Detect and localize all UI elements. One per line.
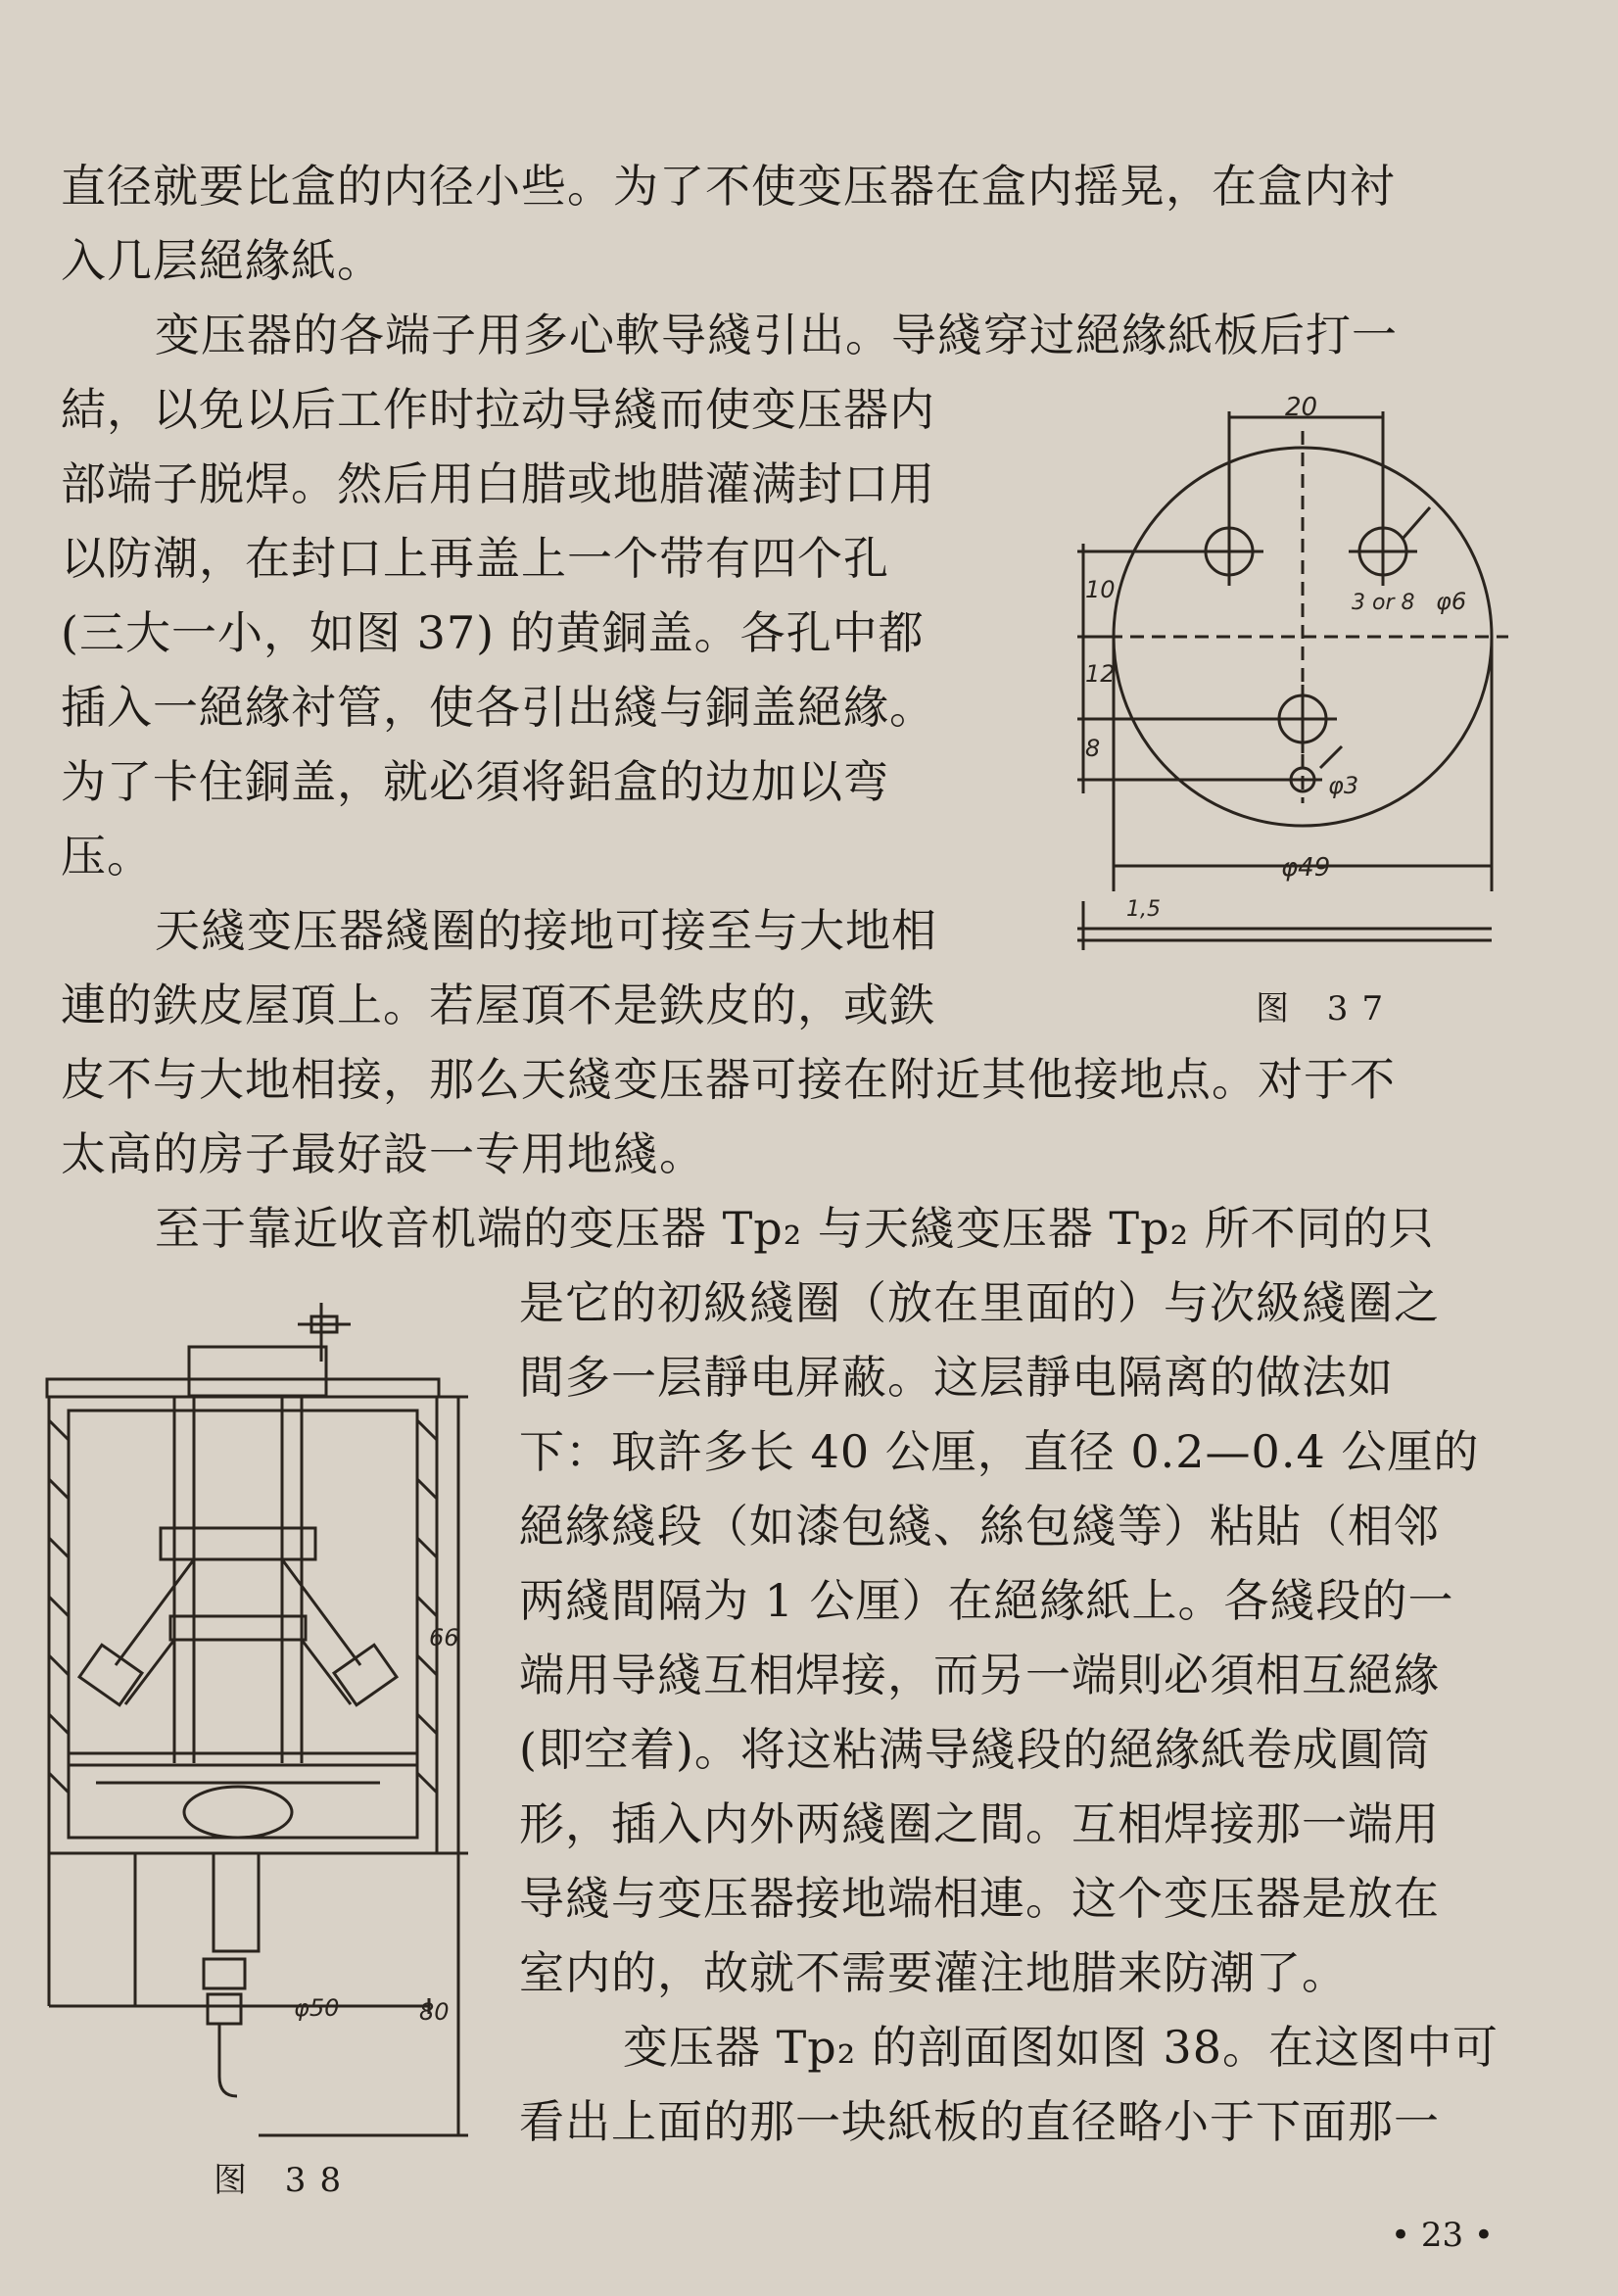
paragraph-4-line-4: 下：取許多长 40 公厘，直径 0.2—0.4 公厘的: [519, 1425, 1480, 1478]
fig37-dim-holes-big: 3 or 8: [1352, 591, 1415, 615]
paragraph-2-line-8: 压。: [61, 830, 153, 883]
paragraph-1-line-2: 入几层絕緣紙。: [61, 234, 383, 287]
paragraph-4-line-2: 是它的初級綫圈（放在里面的）与次級綫圈之: [519, 1276, 1440, 1329]
fig37-dim-hole-dia: φ6: [1436, 588, 1467, 615]
paragraph-3-line-3: 皮不与大地相接，那么天綫变压器可接在附近其他接地点。对于不: [61, 1053, 1396, 1106]
figure-37-drawing: [1058, 392, 1508, 960]
paragraph-2-line-7: 为了卡住銅盖，就必須将鋁盒的边加以弯: [61, 755, 889, 808]
paragraph-2-line-3: 部端子脱焊。然后用白腊或地腊灌满封口用: [61, 457, 935, 510]
paragraph-4-line-7: 端用导綫互相焊接，而另一端則必須相互絕緣: [519, 1649, 1440, 1701]
page-number: • 23 •: [1391, 2216, 1494, 2255]
paragraph-2-line-1: 变压器的各端子用多心軟导綫引出。导綫穿过絕緣紙板后打一: [155, 309, 1398, 361]
paragraph-4-line-10: 导綫与变压器接地端相連。这个变压器是放在: [519, 1872, 1440, 1925]
paragraph-2-line-4: 以防潮，在封口上再盖上一个带有四个孔: [61, 532, 889, 585]
paragraph-4-line-1: 至于靠近收音机端的变压器 Tp₂ 与天綫变压器 Tp₂ 所不同的只: [155, 1202, 1435, 1255]
figure-37-caption: 图 37: [1256, 989, 1398, 1028]
paragraph-1-line-1: 直径就要比盒的内径小些。为了不使变压器在盒内摇晃，在盒内衬: [61, 160, 1396, 213]
paragraph-4-line-6: 两綫間隔为 1 公厘）在絕緣紙上。各綫段的一: [519, 1574, 1454, 1627]
paragraph-2-line-5: (三大一小，如图 37) 的黄銅盖。各孔中都: [61, 606, 925, 659]
paragraph-2-line-2: 結，以免以后工作时拉动导綫而使变压器内: [61, 383, 935, 436]
fig38-dim-height-lower: 80: [419, 1998, 450, 2026]
fig37-dim-bot: 8: [1085, 735, 1101, 762]
paragraph-3-line-4: 太高的房子最好設一专用地綫。: [61, 1127, 705, 1180]
fig37-dim-rim: 1,5: [1126, 897, 1161, 922]
paragraph-4-line-11: 室内的，故就不需要灌注地腊来防潮了。: [519, 1946, 1348, 1999]
figure-38-drawing: [27, 1293, 478, 2155]
paragraph-4-line-8: (即空着)。将这粘满导綫段的絕緣紙卷成圓筒: [519, 1723, 1431, 1776]
paragraph-3-line-2: 連的鉄皮屋頂上。若屋頂不是鉄皮的，或鉄: [61, 979, 935, 1031]
fig38-dim-height-upper: 66: [429, 1624, 459, 1651]
fig38-dim-diameter: φ50: [294, 1994, 340, 2022]
figure-38-caption: 图 38: [214, 2161, 356, 2200]
paragraph-4-line-5: 絕緣綫段（如漆包綫、絲包綫等）粘貼（相邻: [519, 1500, 1440, 1553]
fig37-dim-mid: 12: [1085, 660, 1116, 688]
paragraph-3-line-1: 天綫变压器綫圈的接地可接至与大地相: [155, 904, 937, 957]
paragraph-4-line-9: 形，插入内外两綫圈之間。互相焊接那一端用: [519, 1797, 1440, 1850]
fig37-dim-diameter: φ49: [1281, 853, 1331, 883]
fig37-dim-top: 20: [1285, 393, 1318, 422]
paragraph-5-line-1: 变压器 Tp₂ 的剖面图如图 38。在这图中可: [623, 2021, 1499, 2074]
paragraph-5-line-2: 看出上面的那一块紙板的直径略小于下面那一: [519, 2095, 1440, 2148]
paragraph-2-line-6: 插入一絕緣衬管，使各引出綫与銅盖絕緣。: [61, 681, 935, 734]
fig37-dim-hole-left: 10: [1085, 576, 1116, 603]
paragraph-4-line-3: 間多一层靜电屏蔽。这层靜电隔离的做法如: [519, 1351, 1394, 1404]
fig37-dim-small-hole: φ3: [1328, 772, 1359, 799]
